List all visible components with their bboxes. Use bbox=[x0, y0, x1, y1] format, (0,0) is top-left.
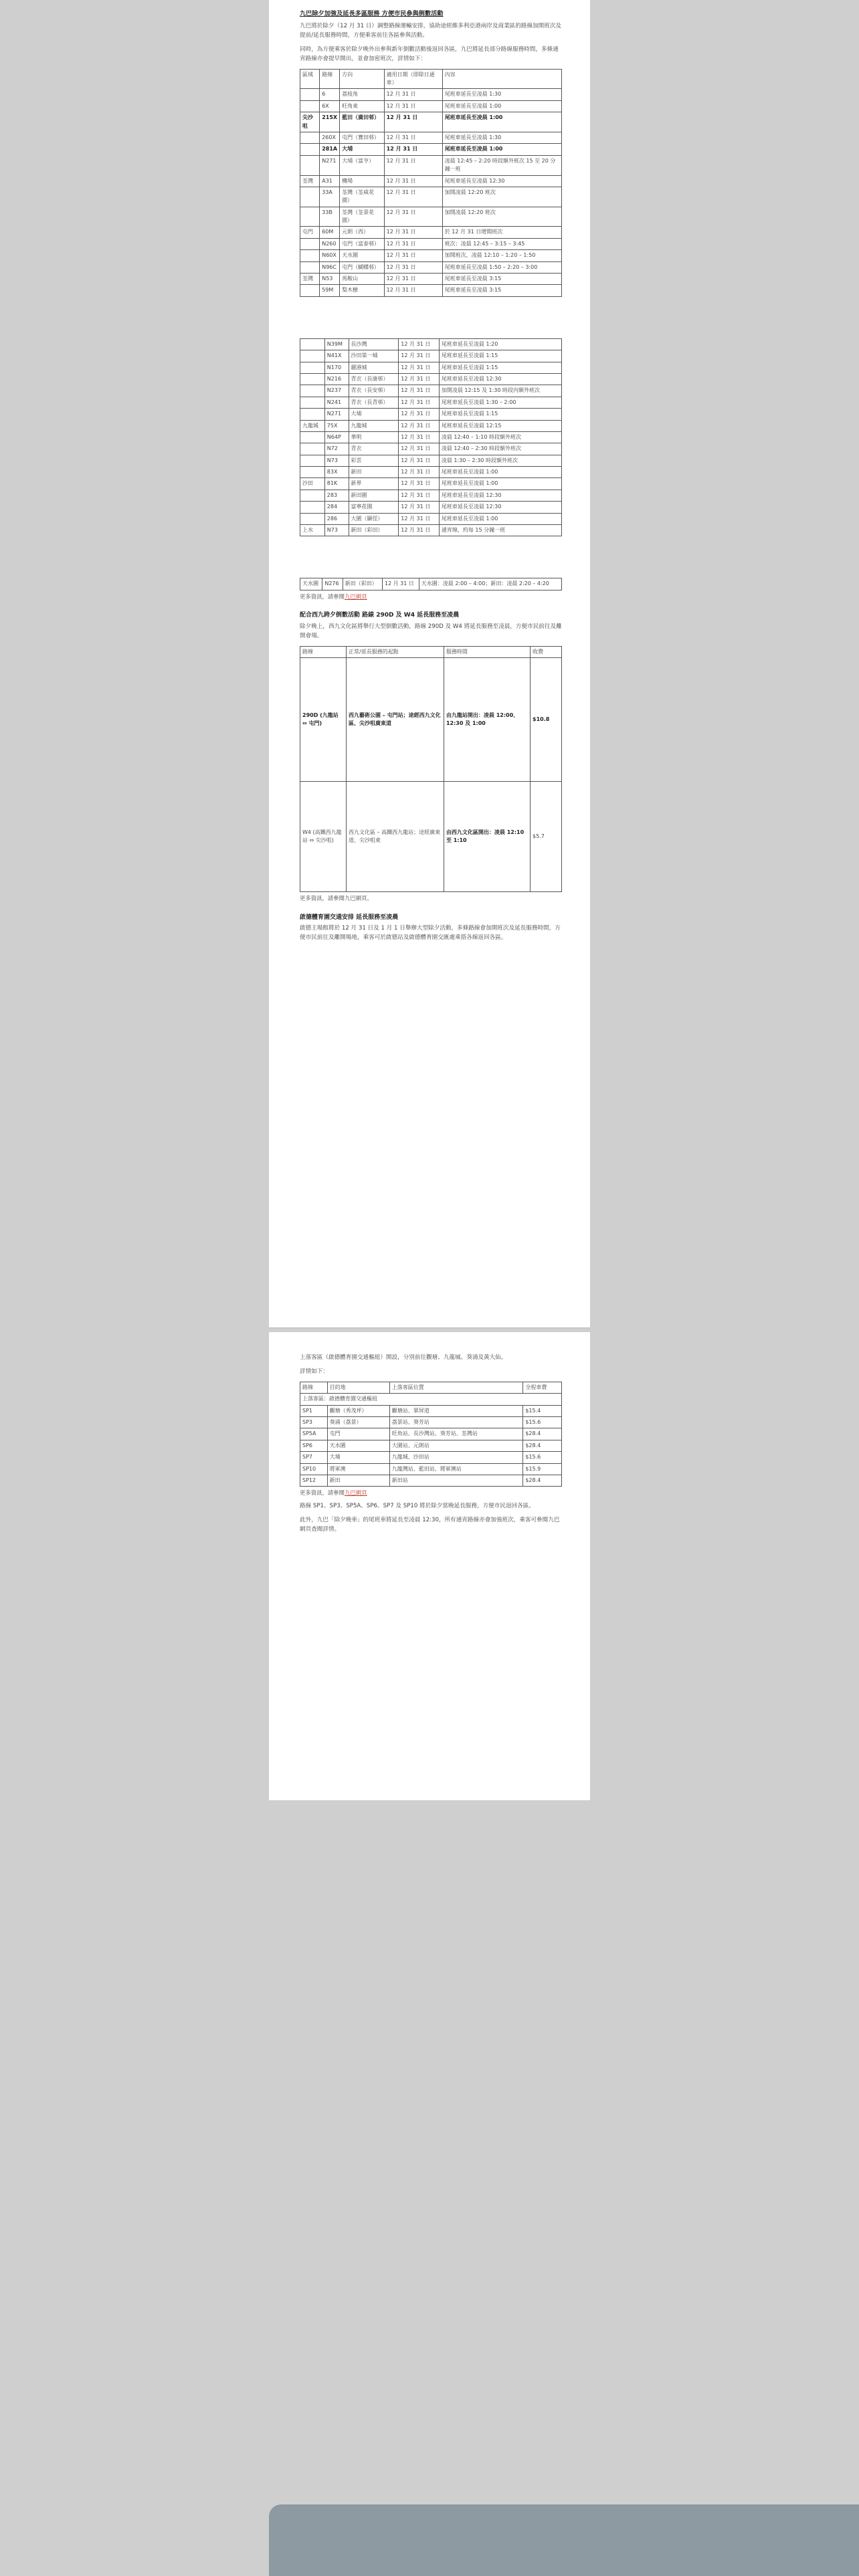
table-cell: 尾班車延長至凌晨 3:15 bbox=[442, 274, 561, 285]
table-row bbox=[300, 455, 562, 466]
table-cell: 尾班車延長至凌晨 1:30 bbox=[442, 132, 561, 143]
column-header: 服務時間 bbox=[444, 646, 530, 657]
table-cell: 12 月 31 日 bbox=[399, 490, 440, 501]
table-cell: 尾班車延長至凌晨 1:20 bbox=[439, 338, 561, 350]
table-cell: $15.9 bbox=[523, 1463, 562, 1475]
table-cell: 12 月 31 日 bbox=[399, 420, 440, 431]
table-cell bbox=[300, 513, 325, 524]
kmb-link[interactable]: 九巴網頁 bbox=[345, 1489, 367, 1497]
table-cell: 天水圍 bbox=[340, 250, 385, 261]
table-cell bbox=[300, 187, 320, 207]
table-cell bbox=[300, 490, 325, 501]
table-cell: 屯門（富泰邨） bbox=[340, 238, 385, 249]
table-cell: N41X bbox=[324, 350, 349, 362]
table-cell: 上水 bbox=[300, 525, 325, 536]
table-cell: 12 月 31 日 bbox=[399, 502, 440, 513]
table-row bbox=[300, 502, 562, 513]
table-cell: 屯門（蝴蝶邨） bbox=[340, 261, 385, 273]
table-cell: 荔枝角 bbox=[340, 89, 385, 100]
table-cell bbox=[300, 362, 325, 373]
table-row bbox=[300, 490, 562, 501]
table-cell: 尾班車延長至凌晨 1:00 bbox=[439, 513, 561, 524]
table-row bbox=[300, 100, 562, 112]
table-cell: 12 月 31 日 bbox=[384, 175, 442, 187]
column-header: 內容 bbox=[442, 69, 561, 89]
table-cell: 觀塘站、翠屏道 bbox=[389, 1405, 523, 1416]
table-cell bbox=[300, 455, 325, 466]
table-cell: 12 月 31 日 bbox=[384, 274, 442, 285]
table-cell: 83X bbox=[324, 467, 349, 478]
table-cell: 尾班車延長至凌晨 12:30 bbox=[439, 373, 561, 385]
table-cell: N271 bbox=[324, 409, 349, 420]
table-cell: N96C bbox=[320, 261, 340, 273]
table-cell: 加開凌晨 12:15 及 1:30 時段內額外班次 bbox=[439, 385, 561, 397]
table-cell: 81K bbox=[324, 478, 349, 490]
table-cell: 12 月 31 日 bbox=[399, 362, 440, 373]
route-table-1 bbox=[300, 69, 562, 297]
column-header: 目的地 bbox=[327, 1382, 389, 1393]
table-cell: 6 bbox=[320, 89, 340, 100]
table-cell: N73 bbox=[324, 455, 349, 466]
paragraph: 詳情如下： bbox=[300, 1368, 328, 1375]
table-cell: 將軍澳 bbox=[327, 1463, 389, 1475]
table-cell: 凌晨 12:45 – 2:20 時段額外班次 15 至 20 分鐘一班 bbox=[442, 155, 561, 175]
table-cell: N237 bbox=[324, 385, 349, 397]
table-cell: 彩雲 bbox=[349, 455, 399, 466]
table-row bbox=[300, 250, 562, 261]
table-row bbox=[300, 207, 562, 227]
column-header: 區域 bbox=[300, 69, 320, 89]
table-cell: N216 bbox=[324, 373, 349, 385]
table-cell: 新界 bbox=[349, 478, 399, 490]
table-cell: 天水圍 bbox=[327, 1440, 389, 1451]
paragraph: 同時，為方便乘客於除夕晚外出參與新年倒數活動後返回各區，九巴將延長部分路線服務時間，多條通宵路線亦會提早開出，並會加密班次，詳情如下： bbox=[300, 45, 559, 62]
table-cell: 尾班車延長至凌晨 1:15 bbox=[439, 409, 561, 420]
column-header: 路線 bbox=[300, 1382, 328, 1393]
table-cell bbox=[300, 155, 320, 175]
table-cell: 凌晨 12:40 – 2:30 時段額外班次 bbox=[439, 443, 561, 455]
table-cell: N241 bbox=[324, 397, 349, 408]
table-cell: N39M bbox=[324, 338, 349, 350]
table-cell: 33B bbox=[320, 207, 340, 227]
table-cell: 尾班車延長至凌晨 1:30 bbox=[442, 89, 561, 100]
table-cell: 馬鞍山 bbox=[340, 274, 385, 285]
table-row bbox=[300, 397, 562, 408]
table-cell: 尾班車延長至凌晨 1:00 bbox=[442, 100, 561, 112]
table-cell: 尾班車延長至凌晨 12:30 bbox=[442, 175, 561, 187]
table-cell bbox=[300, 385, 325, 397]
table-cell: SP5A bbox=[300, 1428, 328, 1440]
table-cell: SP1 bbox=[300, 1405, 328, 1416]
notice-title: 啟德體育園交通安排 延長服務至凌晨 bbox=[300, 914, 399, 921]
table-cell: $15.6 bbox=[523, 1452, 562, 1463]
table-cell: $10.8 bbox=[531, 658, 562, 782]
table-row bbox=[300, 238, 562, 249]
table-cell: 260X bbox=[320, 132, 340, 143]
table-row bbox=[300, 227, 562, 238]
table-cell: 新田（彩田） bbox=[343, 578, 382, 590]
table-cell: 12 月 31 日 bbox=[399, 373, 440, 385]
table-cell: 青衣（長安邨） bbox=[349, 385, 399, 397]
table-row bbox=[300, 1475, 562, 1486]
route-table-3 bbox=[300, 578, 562, 590]
notice-title: 配合西九跨夕倒數活動 路線 290D 及 W4 延長服務至凌晨 bbox=[300, 612, 460, 619]
table-row bbox=[300, 1405, 562, 1416]
table-cell: 大埔 bbox=[340, 144, 385, 155]
table-row bbox=[300, 431, 562, 443]
table-row bbox=[300, 89, 562, 100]
table-cell: 尾班車延長至凌晨 1:30 – 2:00 bbox=[439, 397, 561, 408]
table-cell: 12 月 31 日 bbox=[384, 89, 442, 100]
table-cell: 60M bbox=[320, 227, 340, 238]
table-cell: 新田 bbox=[327, 1475, 389, 1486]
table-cell bbox=[300, 409, 325, 420]
table-cell: 12 月 31 日 bbox=[399, 455, 440, 466]
table-cell: 觀塘（秀茂坪） bbox=[327, 1405, 389, 1416]
table-cell: $28.4 bbox=[523, 1428, 562, 1440]
column-header: 全程車費 bbox=[523, 1382, 562, 1393]
table-cell: 12 月 31 日 bbox=[384, 250, 442, 261]
table-cell: 6X bbox=[320, 100, 340, 112]
table-row bbox=[300, 467, 562, 478]
column-header: 上落客區位置 bbox=[389, 1382, 523, 1393]
kmb-link[interactable]: 九巴網頁 bbox=[345, 593, 367, 600]
table-cell: 281A bbox=[320, 144, 340, 155]
table-cell: 元朗（西） bbox=[340, 227, 385, 238]
table-cell bbox=[300, 132, 320, 143]
table-cell: 12 月 31 日 bbox=[384, 285, 442, 296]
table-cell: SP7 bbox=[300, 1452, 328, 1463]
table-cell: 尾班車延長至凌晨 1:15 bbox=[439, 350, 561, 362]
table-row bbox=[300, 274, 562, 285]
table-cell: 旺角東 bbox=[340, 100, 385, 112]
table-cell: $5.7 bbox=[531, 782, 562, 892]
section-row: 上落客區：啟德體育園交通樞紐 bbox=[300, 1394, 562, 1405]
table-cell: 新田（彩田） bbox=[349, 525, 399, 536]
table-cell: A31 bbox=[320, 175, 340, 187]
table-cell: 12 月 31 日 bbox=[384, 207, 442, 227]
table-cell: 12 月 31 日 bbox=[399, 513, 440, 524]
table-row bbox=[300, 338, 562, 350]
column-header: 正常/延長服務的起點 bbox=[347, 646, 444, 657]
paragraph: 上落客區（啟德體育園交通樞紐）開設，分別前往觀塘、九龍城、葵涌及黃大仙。 bbox=[300, 1354, 507, 1361]
table-cell: 33A bbox=[320, 187, 340, 207]
paragraph: 路線 SP1、SP3、SP5A、SP6、SP7 及 SP10 將於除夕當晚延長服務，方便市民返回各區。 bbox=[300, 1502, 535, 1509]
table-cell: 荔景站、葵芳站 bbox=[389, 1417, 523, 1428]
table-cell: 12 月 31 日 bbox=[399, 525, 440, 536]
table-row bbox=[300, 362, 562, 373]
table-cell: 沙田 bbox=[300, 478, 325, 490]
more-info: 更多資訊，請參閱九巴網頁 bbox=[300, 593, 367, 600]
table-cell: 長沙灣 bbox=[349, 338, 399, 350]
table-cell: 12 月 31 日 bbox=[384, 132, 442, 143]
table-row bbox=[300, 1463, 562, 1475]
table-cell: 藍田（廣田邨） bbox=[340, 112, 385, 132]
table-cell: 西九文化區 – 高鐵西九龍站；途經廣東道、尖沙咀東 bbox=[347, 782, 444, 892]
table-cell: 12 月 31 日 bbox=[384, 144, 442, 155]
table-cell: 荃灣（荃威花園） bbox=[340, 187, 385, 207]
table-cell: 12 月 31 日 bbox=[399, 478, 440, 490]
paragraph: 此外，九巴「除夕晚車」的尾班車將延長至凌晨 12:30，所有通宵路線亦會加強班次，乘客可參閱九巴網頁查閱詳情。 bbox=[300, 1516, 560, 1533]
table-cell: 尾班車延長至凌晨 12:30 bbox=[439, 502, 561, 513]
table-cell: N72 bbox=[324, 443, 349, 455]
table-cell: 12 月 31 日 bbox=[399, 338, 440, 350]
table-cell bbox=[300, 350, 325, 362]
table-cell: 284 bbox=[324, 502, 349, 513]
table-cell: 九龍城 bbox=[349, 420, 399, 431]
column-header: 適用日期（即除日通車） bbox=[384, 69, 442, 89]
table-cell: 大圍（顯徑） bbox=[349, 513, 399, 524]
table-cell: 12 月 31 日 bbox=[399, 385, 440, 397]
table-cell: 麗港城 bbox=[349, 362, 399, 373]
table-cell: 於 12 月 31 日增開班次 bbox=[442, 227, 561, 238]
table-row bbox=[300, 513, 562, 524]
table-cell: 12 月 31 日 bbox=[384, 238, 442, 249]
bottom-panel bbox=[269, 2504, 859, 2576]
table-cell: N276 bbox=[322, 578, 343, 590]
table-cell: 西九藝術公園 – 屯門站；途經西九文化區、尖沙咀廣東道 bbox=[347, 658, 444, 782]
table-cell bbox=[300, 338, 325, 350]
table-cell: N271 bbox=[320, 155, 340, 175]
table-cell: 機場 bbox=[340, 175, 385, 187]
table-cell: N60X bbox=[320, 250, 340, 261]
table-cell: $15.4 bbox=[523, 1405, 562, 1416]
table-row bbox=[300, 132, 562, 143]
table-cell: 由九龍站開出：凌晨 12:00、12:30 及 1:00 bbox=[444, 658, 530, 782]
table-cell: 青衣（長青邨） bbox=[349, 397, 399, 408]
table-cell: N73 bbox=[324, 525, 349, 536]
table-cell: 天水圍 bbox=[300, 578, 322, 590]
table-row bbox=[300, 144, 562, 155]
table-cell: 九龍城、沙田站 bbox=[389, 1452, 523, 1463]
table-cell: 12 月 31 日 bbox=[384, 112, 442, 132]
table-cell: 大埔 bbox=[349, 409, 399, 420]
table-row bbox=[300, 1417, 562, 1428]
table-cell: 59M bbox=[320, 285, 340, 296]
table-row bbox=[300, 409, 562, 420]
table-cell bbox=[300, 89, 320, 100]
table-row bbox=[300, 1440, 562, 1451]
table-cell: SP12 bbox=[300, 1475, 328, 1486]
table-cell: 九龍城 bbox=[300, 420, 325, 431]
table-cell: 12 月 31 日 bbox=[384, 261, 442, 273]
column-header: 路線 bbox=[300, 646, 347, 657]
table-cell: $28.4 bbox=[523, 1475, 562, 1486]
table-row bbox=[300, 373, 562, 385]
table-cell: N53 bbox=[320, 274, 340, 285]
table-cell: N64P bbox=[324, 431, 349, 443]
table-cell: 大圍站、元朗站 bbox=[389, 1440, 523, 1451]
paragraph: 九巴將於除夕（12 月 31 日）調整路線運輸安排，協助途經維多利亞港兩岸及商業區的路線加開班次及提前/延長服務時間，方便乘客前往各區參與活動。 bbox=[300, 22, 562, 39]
table-cell: 尾班車延長至凌晨 3:15 bbox=[442, 285, 561, 296]
table-cell bbox=[300, 443, 325, 455]
table-row bbox=[300, 261, 562, 273]
table-cell: 屯門（寶田邨） bbox=[340, 132, 385, 143]
table-cell: SP3 bbox=[300, 1417, 328, 1428]
table-cell: 由西九文化區開出：凌晨 12:10 至 1:10 bbox=[444, 782, 530, 892]
table-cell: 加開凌晨 12:20 班次 bbox=[442, 187, 561, 207]
table-cell bbox=[300, 373, 325, 385]
table-cell bbox=[300, 100, 320, 112]
table-cell: 通宵線，約每 15 分鐘一班 bbox=[439, 525, 561, 536]
table-row bbox=[300, 1452, 562, 1463]
table-cell: 大埔 bbox=[327, 1452, 389, 1463]
table-cell: 大埔（富亨） bbox=[340, 155, 385, 175]
table-cell bbox=[300, 502, 325, 513]
table-cell: 12 月 31 日 bbox=[399, 350, 440, 362]
table-cell: 12 月 31 日 bbox=[384, 227, 442, 238]
route-table-4 bbox=[300, 646, 562, 892]
table-row bbox=[300, 420, 562, 431]
notice-title: 九巴除夕加強及延長多區服務 方便市民參與倒數活動 bbox=[300, 10, 444, 17]
table-cell: SP10 bbox=[300, 1463, 328, 1475]
table-cell bbox=[300, 261, 320, 273]
table-cell: 加開班次，凌晨 12:10 – 1:20 – 1:50 bbox=[442, 250, 561, 261]
document-page-1 bbox=[269, 0, 590, 1328]
table-cell bbox=[300, 207, 320, 227]
table-cell: 尾班車延長至凌晨 12:15 bbox=[439, 420, 561, 431]
table-cell bbox=[300, 144, 320, 155]
table-cell: 12 月 31 日 bbox=[382, 578, 419, 590]
table-cell: 尾班車延長至凌晨 1:00 bbox=[442, 144, 561, 155]
table-cell: 12 月 31 日 bbox=[399, 467, 440, 478]
table-cell: 沙田第一城 bbox=[349, 350, 399, 362]
table-cell: 12 月 31 日 bbox=[399, 409, 440, 420]
table-cell: 屯門 bbox=[300, 227, 320, 238]
table-cell: 尾班車延長至凌晨 1:00 bbox=[439, 478, 561, 490]
table-cell: 286 bbox=[324, 513, 349, 524]
table-cell: 新田站 bbox=[389, 1475, 523, 1486]
table-cell: 12 月 31 日 bbox=[384, 187, 442, 207]
table-cell: W4 (高鐵西九龍站 ⇔ 尖沙咀) bbox=[300, 782, 347, 892]
table-cell bbox=[300, 238, 320, 249]
table-cell bbox=[300, 397, 325, 408]
more-info: 更多資訊，請參閱九巴網頁。 bbox=[300, 895, 373, 902]
table-cell: 尾班車延長至凌晨 1:15 bbox=[439, 362, 561, 373]
table-cell: 華明 bbox=[349, 431, 399, 443]
document-page-2 bbox=[269, 1332, 590, 1800]
column-header: 收費 bbox=[531, 646, 562, 657]
table-row bbox=[300, 525, 562, 536]
column-header: 路線 bbox=[320, 69, 340, 89]
table-cell: 283 bbox=[324, 490, 349, 501]
table-cell: SP6 bbox=[300, 1440, 328, 1451]
table-cell: N170 bbox=[324, 362, 349, 373]
table-cell bbox=[300, 467, 325, 478]
table-cell: 12 月 31 日 bbox=[399, 443, 440, 455]
table-row bbox=[300, 155, 562, 175]
table-cell: 尾班車延長至凌晨 1:50 – 2:20 – 3:00 bbox=[442, 261, 561, 273]
table-row bbox=[300, 385, 562, 397]
table-cell: 12 月 31 日 bbox=[399, 397, 440, 408]
table-cell: 凌晨 12:40 – 1:10 時段額外班次 bbox=[439, 431, 561, 443]
table-cell: 12 月 31 日 bbox=[399, 431, 440, 443]
table-cell: $28.4 bbox=[523, 1440, 562, 1451]
table-cell: 75X bbox=[324, 420, 349, 431]
paragraph: 啟德主場館將於 12 月 31 日及 1 月 1 日舉辦大型除夕活動，多條路線會加開班次及延長服務時間，方便市民前往及離開場地，乘客可於啟德站及啟德體育園交匯處乘搭各線返回各區。 bbox=[300, 925, 561, 942]
paragraph: 除夕晚上，西九文化區將舉行大型倒數活動，路線 290D 及 W4 將延長服務至凌晨，方便市民前往及離開會場。 bbox=[300, 623, 562, 639]
table-cell: 加開凌晨 12:20 班次 bbox=[442, 207, 561, 227]
table-row bbox=[300, 478, 562, 490]
table-cell: 尾班車延長至凌晨 1:00 bbox=[439, 467, 561, 478]
table-cell: 凌晨 1:30 – 2:30 時段額外班次 bbox=[439, 455, 561, 466]
table-cell: 梨木樹 bbox=[340, 285, 385, 296]
table-row bbox=[300, 285, 562, 296]
table-cell: 290D (九龍站 ⇔ 屯門) bbox=[300, 658, 347, 782]
table-cell: 屯門 bbox=[327, 1428, 389, 1440]
table-cell: 尖沙咀 bbox=[300, 112, 320, 132]
column-header: 方向 bbox=[340, 69, 385, 89]
table-row bbox=[300, 187, 562, 207]
table-row bbox=[300, 175, 562, 187]
table-cell: 荃灣（荃景花園） bbox=[340, 207, 385, 227]
table-cell: 215X bbox=[320, 112, 340, 132]
table-cell: 旺角站、長沙灣站、葵芳站、荃灣站 bbox=[389, 1428, 523, 1440]
route-table-5 bbox=[300, 1382, 562, 1487]
table-cell bbox=[300, 250, 320, 261]
table-cell: 12 月 31 日 bbox=[384, 100, 442, 112]
table-cell: 葵涌（荔景） bbox=[327, 1417, 389, 1428]
table-cell: $15.6 bbox=[523, 1417, 562, 1428]
table-cell: 天水圍：凌晨 2:00 – 4:00；新田：凌晨 2:20 – 4:20 bbox=[419, 578, 561, 590]
table-cell: 荃灣 bbox=[300, 175, 320, 187]
table-cell: 富寧花園 bbox=[349, 502, 399, 513]
table-cell: 尾班車延長至凌晨 1:00 bbox=[442, 112, 561, 132]
table-row bbox=[300, 1428, 562, 1440]
table-cell bbox=[300, 285, 320, 296]
table-row bbox=[300, 350, 562, 362]
table-cell: 荃灣 bbox=[300, 274, 320, 285]
more-info: 更多資訊，請參閱九巴網頁 bbox=[300, 1489, 367, 1497]
table-row bbox=[300, 112, 562, 132]
table-cell: 班次：凌晨 12:45 – 3:15 – 3:45 bbox=[442, 238, 561, 249]
table-cell: 新田 bbox=[349, 467, 399, 478]
route-table-2 bbox=[300, 338, 562, 537]
table-cell: N260 bbox=[320, 238, 340, 249]
table-cell bbox=[300, 431, 325, 443]
table-cell: 青衣 bbox=[349, 443, 399, 455]
table-cell: 尾班車延長至凌晨 12:30 bbox=[439, 490, 561, 501]
table-cell: 九龍灣站、藍田站、將軍澳站 bbox=[389, 1463, 523, 1475]
table-cell: 新田圍 bbox=[349, 490, 399, 501]
table-row bbox=[300, 443, 562, 455]
table-cell: 12 月 31 日 bbox=[384, 155, 442, 175]
table-cell: 青衣（長康邨） bbox=[349, 373, 399, 385]
